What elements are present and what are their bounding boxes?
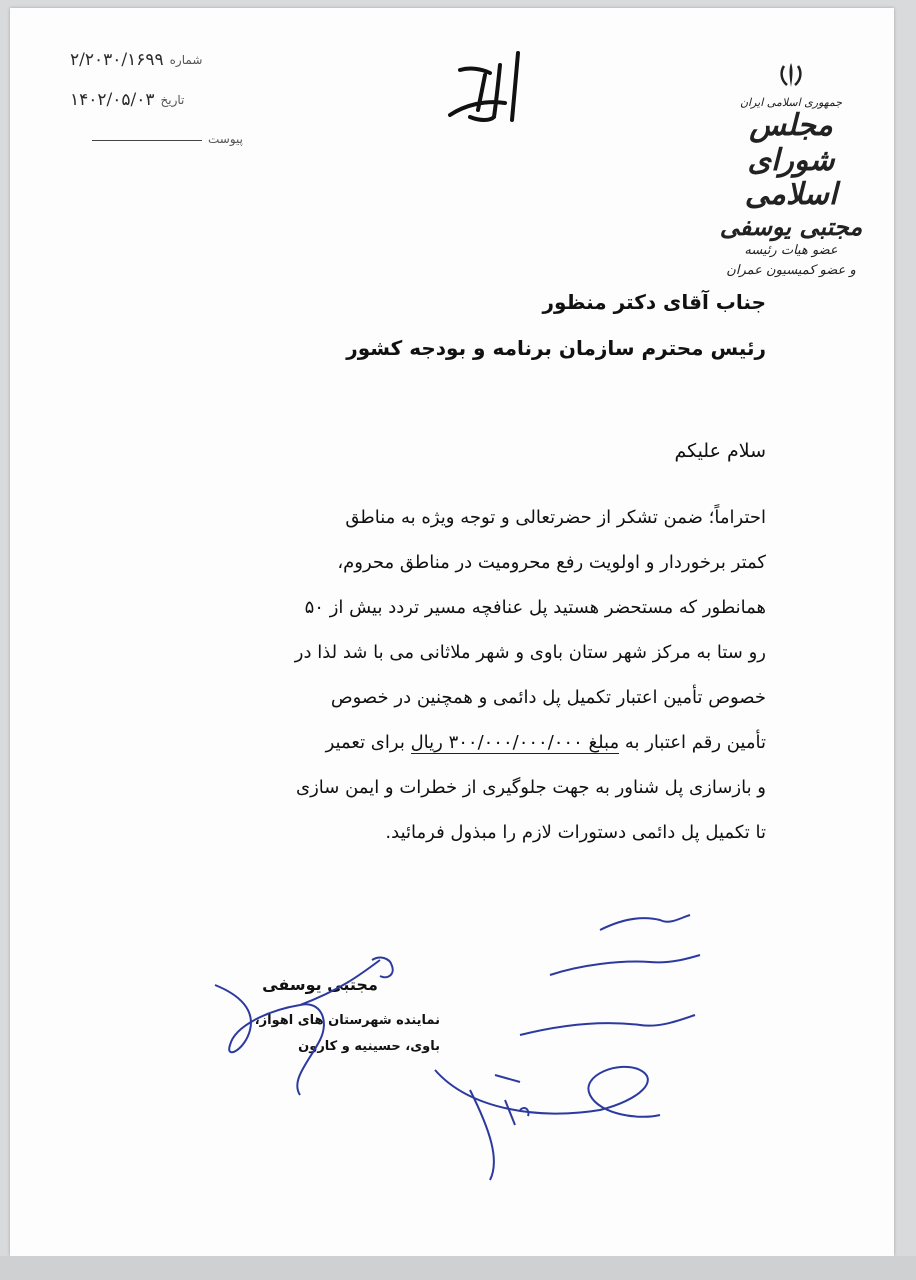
letter-date-label: تاریخ (160, 93, 185, 107)
letter-date-row (70, 90, 184, 110)
requested-amount: مبلغ ۳۰۰/۰۰۰/۰۰۰/۰۰۰ ریال (410, 732, 620, 753)
majlis-title: مجلس شورای اسلامی (744, 108, 838, 212)
body-line-6-end: برای تعمیر (325, 732, 411, 753)
addressee (346, 290, 766, 382)
letterhead-role-2: و عضو کمیسیون عمران (726, 262, 856, 278)
body-line-7: و بازسازی پل شناور به جهت جلوگیری از خطرات و ایمن سازی (296, 777, 766, 798)
body-line-5: خصوص تأمین اعتبار تکمیل پل دائمی و همچنین در خصوص (330, 687, 766, 708)
republic-label: جمهوری اسلامی ایران (739, 96, 843, 109)
letter-number-label: شماره (169, 53, 203, 67)
signatory-title-2: باوی، حسینیه و کارون (298, 1039, 440, 1054)
letterhead (706, 60, 876, 280)
body-line-4: رو ستا به مرکز شهر ستان باوی و شهر ملاثانی می با شد لذا در (294, 642, 766, 663)
body-line-6-start: تأمین رقم اعتبار به (619, 732, 766, 753)
letter-attachment-label: پیوست (208, 132, 243, 146)
letterhead-role-1: عضو هیات رئیسه (744, 243, 838, 259)
body-line-8: تا تکمیل پل دائمی دستورات لازم را مبذول فرمائید. (385, 822, 766, 843)
letter-number-row (70, 50, 202, 70)
letterhead-name: مجتبی یوسفی (719, 211, 863, 241)
body-line-2: کمتر برخوردار و اولویت رفع محرومیت در مناطق محروم، (337, 552, 766, 573)
signatory-title-1: نماینده شهرستان های اهواز، (254, 1013, 440, 1028)
iran-emblem-icon (776, 60, 806, 90)
greeting: سلام علیکم (674, 440, 766, 462)
body-line-3: همانطور که مستحضر هستید پل عنافچه مسیر تردد بیش از ۵۰ (304, 597, 766, 618)
signature-block (200, 975, 440, 1060)
basmala-calligraphy (430, 45, 530, 130)
attachment-blank-line (92, 138, 202, 141)
basmala (430, 45, 530, 130)
letter-number-value: ۲/۲۰۳۰/۱۶۹۹ (70, 50, 164, 70)
body-line-1: احتراماً؛ ضمن تشکر از حضرتعالی و توجه ویژه به مناطق (345, 507, 766, 528)
addressee-line-2: رئیس محترم سازمان برنامه و بودجه کشور (346, 336, 766, 360)
signatory-name: مجتبی یوسفی (262, 975, 378, 994)
letter-attachment-row (92, 132, 243, 146)
letter-date-value: ۱۴۰۲/۰۵/۰۳ (70, 90, 155, 110)
background-strip (0, 1256, 916, 1280)
body-line-6 (231, 725, 766, 770)
addressee-line-1: جناب آقای دکتر منظور (542, 290, 766, 314)
letter-body (231, 500, 766, 860)
